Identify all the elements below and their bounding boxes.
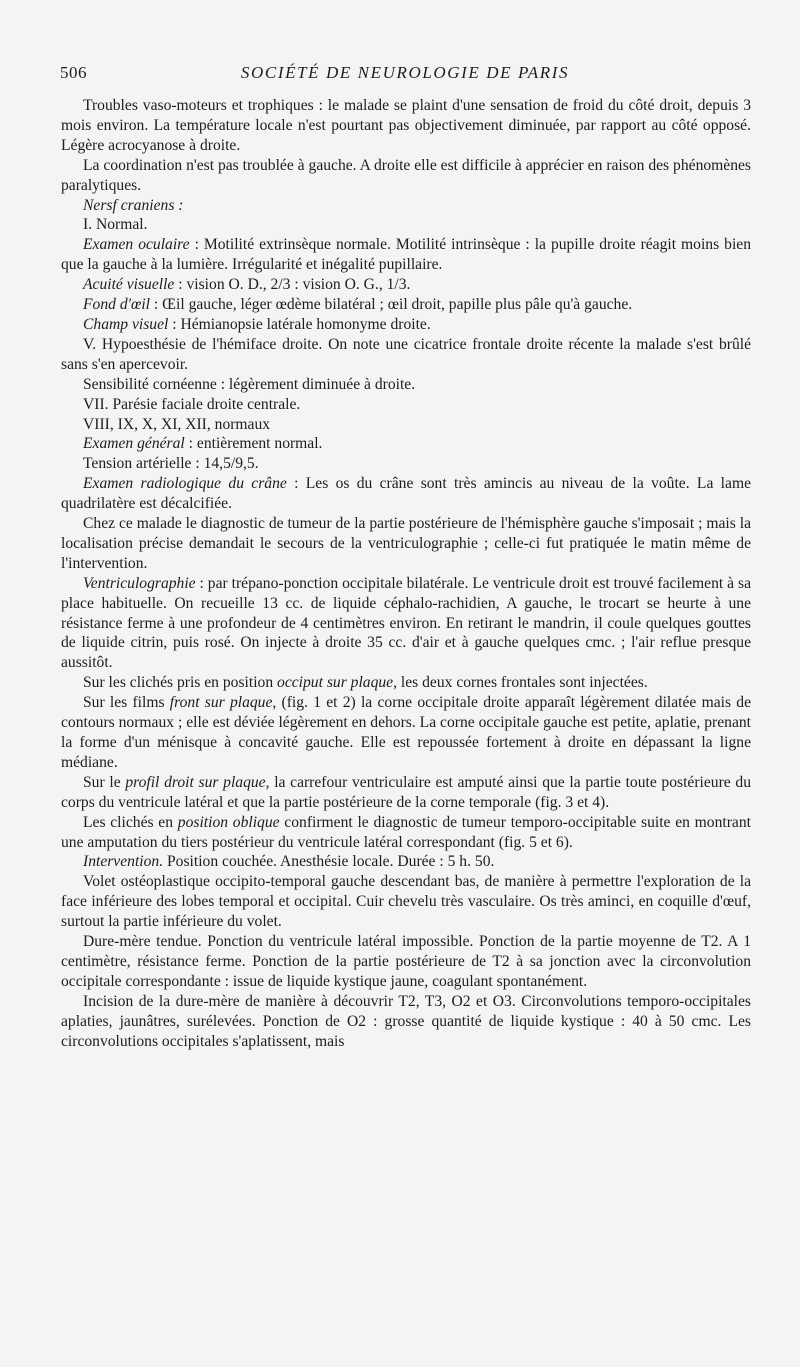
paragraph: Sur les clichés pris en position occiput sur plaque, les deux cornes frontales sont injectées. bbox=[83, 674, 648, 692]
paragraph: I. Normal. bbox=[83, 216, 148, 234]
page-number: 506 bbox=[60, 63, 87, 82]
running-title: SOCIÉTÉ DE NEUROLOGIE DE PARIS bbox=[240, 63, 570, 82]
paragraph: Troubles vaso-moteurs et trophiques : le malade se plaint d'une sensation de froid du côté droit, depuis 3 mois environ. La température locale n'est pourtant pas objectivement diminuée, par rapport au côté opposé. Légère acrocyanose à droite. bbox=[61, 97, 751, 154]
paragraph: Sur le profil droit sur plaque, la carrefour ventriculaire est amputé ainsi que la partie toute postérieure du corps du ventricule latéral et que la partie postérieure de la corne temporale (fig. 3 et 4). bbox=[61, 773, 751, 811]
paragraph: VII. Parésie faciale droite centrale. bbox=[83, 395, 301, 413]
paragraph: VIII, IX, X, XI, XII, normaux bbox=[83, 415, 271, 433]
paragraph: Intervention. Position couchée. Anesthésie locale. Durée : 5 h. 50. bbox=[83, 853, 495, 871]
inline-italic: position oblique bbox=[177, 813, 280, 831]
paragraph-lead: Intervention. bbox=[83, 853, 164, 871]
paragraph-lead: Champ visuel bbox=[83, 315, 169, 333]
body-text bbox=[61, 96, 751, 1052]
paragraph: Fond d'œil : Œil gauche, léger œdème bilatéral ; œil droit, papille plus pâle qu'à gauche. bbox=[83, 296, 633, 314]
paragraph: Les clichés en position oblique confirment le diagnostic de tumeur temporo-occipitable suite en montrant une amputation du tiers postérieur du ventricule latéral correspondant (fig. 5 et 6). bbox=[61, 813, 751, 851]
paragraph-lead: Examen oculaire bbox=[83, 236, 190, 254]
page-header bbox=[60, 63, 750, 87]
paragraph: Champ visuel : Hémianopsie latérale homonyme droite. bbox=[83, 315, 431, 333]
paragraph: Incision de la dure-mère de manière à découvrir T2, T3, O2 et O3. Circonvolutions temporo-occipitales aplaties, jaunâtres, surélevées. Ponction de O2 : grosse quantité de liquide kystique : 40 à 50 cmc. Les circonvolutions occipitales s'aplatissent, mais bbox=[61, 992, 751, 1050]
paragraph: Chez ce malade le diagnostic de tumeur de la partie postérieure de l'hémisphère gauche s'imposait ; mais la localisation précise demandait le secours de la ventriculographie ; celle-ci fut pratiquée le matin même de l'intervention. bbox=[61, 515, 751, 572]
paragraph: Sur les films front sur plaque, (fig. 1 et 2) la corne occipitale droite apparaît légèrement dilatée mais de contours normaux ; elle est déviée légèrement en dehors. La corne occipitale gauche est petite, aplatie, prenant la forme d'un ménisque à concavité gauche. Elle est repoussée fortement à droite en dépassant la ligne médiane. bbox=[61, 694, 752, 771]
paragraph: Tension artérielle : 14,5/9,5. bbox=[83, 455, 259, 473]
paragraph bbox=[61, 196, 751, 216]
paragraph-lead: Fond d'œil bbox=[83, 296, 151, 314]
paragraph: Dure-mère tendue. Ponction du ventricule latéral impossible. Ponction de la partie moyenne de T2. A 1 centimètre, résistance ferme. Ponction de la partie postérieure de T2 à sa jonction avec la circonvolution occipitale correspondante : issue de liquide kystique jaune, coagulant spontanément. bbox=[61, 933, 751, 990]
paragraph-lead: Nersf craniens : bbox=[83, 196, 184, 214]
paragraph: Examen général : entièrement normal. bbox=[83, 435, 323, 453]
paragraph-lead: Examen radiologique du crâne bbox=[83, 475, 287, 493]
paragraph-lead: Examen général bbox=[83, 435, 185, 453]
paragraph: La coordination n'est pas troublée à gauche. A droite elle est difficile à apprécier en raison des phénomènes paralytiques. bbox=[61, 156, 751, 194]
paragraph-lead: Acuité visuelle bbox=[83, 276, 175, 294]
paragraph: Examen oculaire : Motilité extrinsèque normale. Motilité intrinsèque : la pupille droite réagit moins bien que la gauche à la lumière. Irrégularité et inégalité pupillaire. bbox=[61, 236, 751, 274]
paragraph: Examen radiologique du crâne : Les os du crâne sont très amincis au niveau de la voûte. La lame quadrilatère est décalcifiée. bbox=[61, 475, 751, 513]
paragraph: Acuité visuelle : vision O. D., 2/3 : vision O. G., 1/3. bbox=[83, 276, 411, 294]
paragraph: Volet ostéoplastique occipito-temporal gauche descendant bas, de manière à permettre l'exploration de la face inférieure des lobes temporal et occipital. Cuir chevelu très vasculaire. Os très aminci, en coquille d'œuf, surtout la partie inférieure du volet. bbox=[61, 873, 751, 931]
paragraph: Sensibilité cornéenne : légèrement diminuée à droite. bbox=[83, 375, 416, 393]
paragraph: V. Hypoesthésie de l'hémiface droite. On note une cicatrice frontale droite récente la malade s'est brûlé sans s'en apercevoir. bbox=[61, 335, 751, 373]
paragraph: Ventriculographie : par trépano-ponction occipitale bilatérale. Le ventricule droit est trouvé facilement à sa place habituelle. On recueille 13 cc. de liquide céphalo-rachidien, A gauche, le trocart se heurte à une résistance ferme à une profondeur de 4 centimètres environ. En retirant le mandrin, il coule quelques gouttes de liquide citrin, puis rosé. On injecte à droite 35 cc. d'air et à gauche quelques cmc. ; l'air reflue presque aussitôt. bbox=[61, 574, 751, 672]
inline-italic: occiput sur plaque bbox=[277, 674, 394, 692]
paragraph-lead: Ventriculographie bbox=[83, 574, 196, 592]
inline-italic: profil droit sur plaque bbox=[125, 773, 266, 791]
inline-italic: front sur plaque bbox=[169, 694, 273, 712]
